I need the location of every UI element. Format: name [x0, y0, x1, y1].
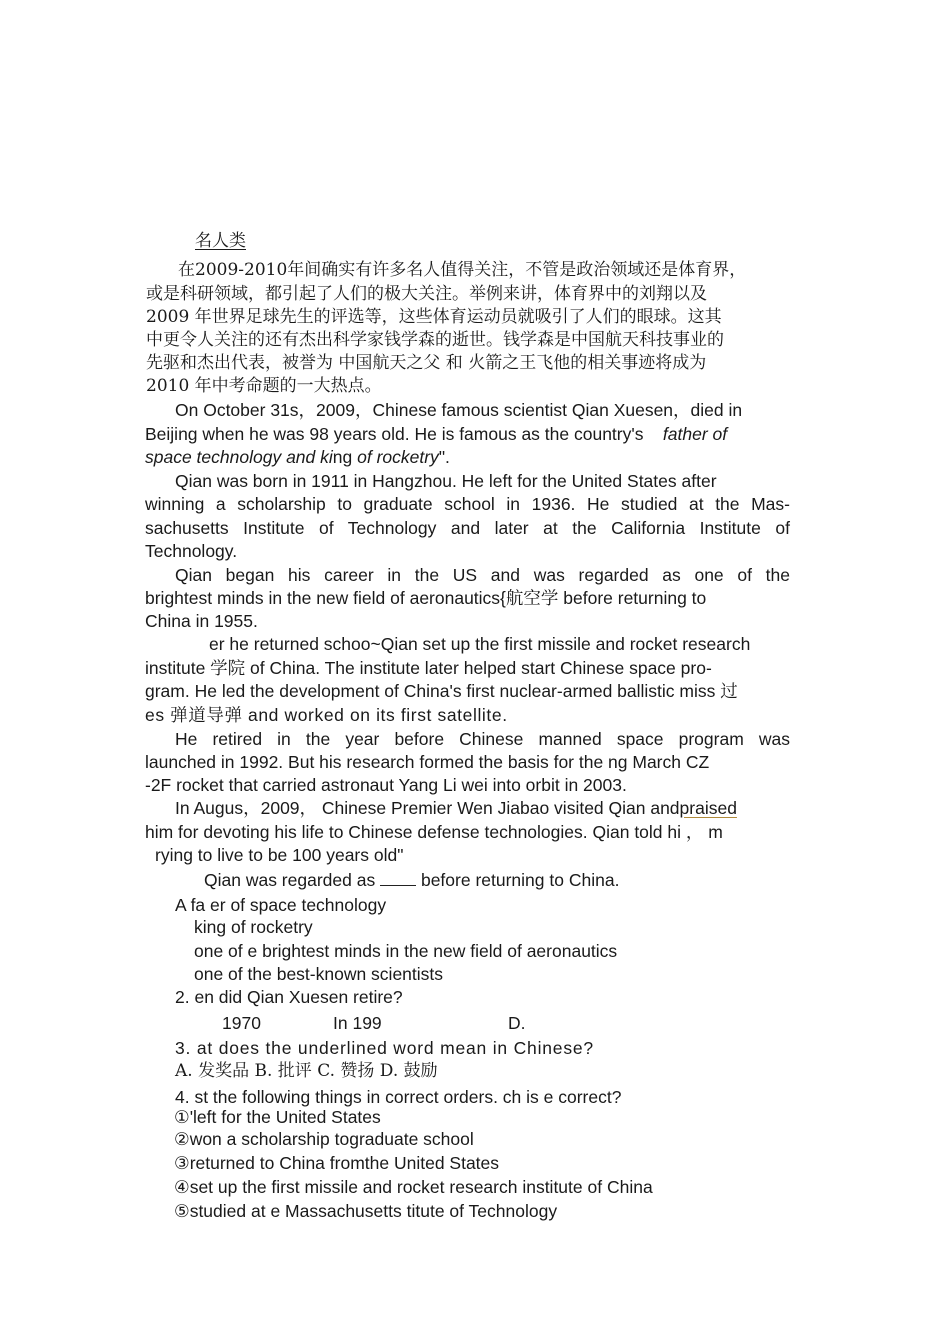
passage-line: On October 31s，2009，Chinese famous scientist Qian Xuesen，died in: [175, 400, 743, 420]
answer-option: D.: [508, 1013, 526, 1033]
order-item: ⑤studied at e Massachusetts titute of Technology: [174, 1201, 558, 1221]
answer-option: In 199: [333, 1013, 382, 1033]
passage-line: rying to live to be 100 years old": [155, 845, 404, 865]
passage-italic-text: of rocketry: [357, 447, 439, 467]
answer-option: A fa er of space technology: [175, 895, 387, 915]
question-stem: 4. st the following things in correct orders. ch is e correct?: [175, 1087, 622, 1107]
answer-blank: [380, 871, 416, 886]
passage-line: Qian was born in 1911 in Hangzhou. He left for the United States after: [175, 471, 717, 491]
passage-line: er he returned schoo~Qian set up the first missile and rocket research: [209, 634, 751, 654]
section-title: 名人类: [195, 231, 246, 251]
question-text: before returning to China.: [420, 870, 620, 890]
passage-line: Technology.: [145, 541, 238, 561]
answer-option: one of the best-known scientists: [194, 964, 444, 984]
passage-line: brightest minds in the new field of aeronautics{航空学 before returning to: [145, 588, 707, 608]
passage-line: gram. He led the development of China's first nuclear-armed ballistic miss 过: [145, 681, 738, 701]
order-item: ①'left for the United States: [174, 1107, 381, 1127]
passage-text: ng: [332, 447, 358, 467]
passage-line: winning a scholarship to graduate school in 1936. He studied at the Mas-: [145, 494, 790, 514]
question-stem: [204, 869, 619, 891]
answer-option: king of rocketry: [194, 917, 313, 937]
order-item: ②won a scholarship tograduate school: [174, 1129, 474, 1149]
passage-line: launched in 1992. But his research formed the basis for the ng March CZ: [145, 752, 710, 772]
passage-text: In Augus，2009， Chinese Premier Wen Jiabao visited Qian and: [175, 798, 680, 818]
answer-option: 1970: [222, 1013, 261, 1033]
intro-line: 或是科研领域，都引起了人们的极大关注。举例来讲，体育界中的刘翔以及: [146, 284, 707, 304]
intro-line: 先驱和杰出代表，被誉为 中国航天之父 和 火箭之王飞他的相关事迹将成为: [146, 353, 707, 373]
answer-option: one of e brightest minds in the new field of aeronautics: [194, 941, 618, 961]
intro-line: 中更令人关注的还有杰出科学家钱学森的逝世。钱学森是中国航天科技事业的: [146, 330, 724, 350]
question-text: Qian was regarded as: [204, 870, 376, 890]
intro-line: 在2009-2010年间确实有许多名人值得关注，不管是政治领域还是体育界，: [178, 260, 747, 280]
question-stem: 2. en did Qian Xuesen retire?: [175, 987, 403, 1007]
passage-line: him for devoting his life to Chinese defense technologies. Qian told hi ， m: [145, 822, 723, 842]
passage-italic-text: space technology and ki: [145, 447, 333, 467]
passage-line: [145, 423, 727, 445]
passage-line: [175, 797, 737, 819]
intro-line: 2009 年世界足球先生的评选等，这些体育运动员就吸引了人们的眼球。这其: [146, 307, 722, 327]
passage-line: [145, 446, 450, 468]
order-item: ④set up the first missile and rocket research institute of China: [174, 1177, 653, 1197]
passage-line: sachusetts Institute of Technology and later at the California Institute of: [145, 518, 790, 538]
underlined-word: praised: [679, 798, 737, 818]
question-stem: 3. at does the underlined word mean in Chinese?: [175, 1038, 594, 1058]
passage-italic-text: father of: [662, 424, 728, 444]
passage-line: He retired in the year before Chinese manned space program was: [175, 729, 790, 749]
passage-text: ".: [438, 447, 450, 467]
intro-line: 2010 年中考命题的一大热点。: [146, 376, 382, 396]
passage-text: Beijing when he was 98 years old. He is famous as the country's: [145, 424, 644, 444]
passage-line: Qian began his career in the US and was regarded as one of the: [175, 565, 790, 585]
passage-line: -2F rocket that carried astronaut Yang Li wei into orbit in 2003.: [145, 775, 627, 795]
passage-line: institute 学院 of China. The institute later helped start Chinese space pro-: [145, 658, 712, 678]
order-item: ③returned to China fromthe United States: [174, 1153, 500, 1173]
passage-line: China in 1955.: [145, 611, 258, 631]
answer-options: A. 发奖品 B. 批评 C. 赞扬 D. 鼓励: [175, 1061, 438, 1081]
passage-line: es 弹道导弹 and worked on its first satellite.: [145, 705, 508, 725]
